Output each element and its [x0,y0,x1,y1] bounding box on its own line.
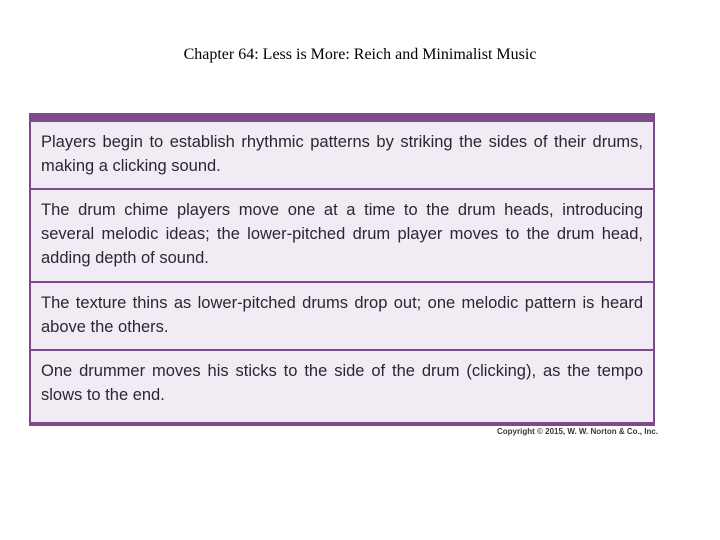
listening-guide-table [29,113,655,426]
table-row: Players begin to establish rhythmic patterns by striking the sides of their drums, making a clicking sound. [31,122,653,188]
slide-title: Chapter 64: Less is More: Reich and Minimalist Music [183,46,537,63]
table-row: One drummer moves his sticks to the side of the drum (clicking), as the tempo slows to the end. [31,351,653,422]
copyright-notice: Copyright © 2015, W. W. Norton & Co., Inc. [497,427,659,436]
table-row: The drum chime players move one at a time to the drum heads, introducing several melodic ideas; the lower-pitched drum player moves to the drum head, adding depth of sound. [31,190,653,281]
table-row: The texture thins as lower-pitched drums drop out; one melodic pattern is heard above the others. [31,283,653,349]
